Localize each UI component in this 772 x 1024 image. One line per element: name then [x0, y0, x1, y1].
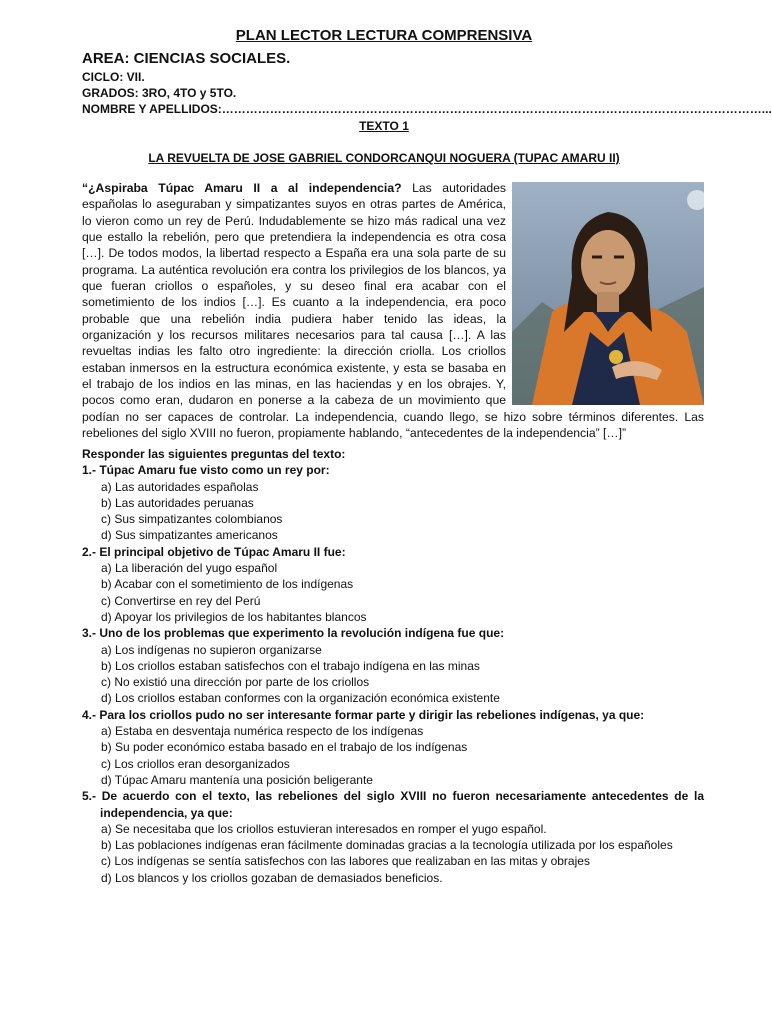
question-2-option-b: b) Acabar con el sometimiento de los indígenas — [101, 577, 354, 592]
question-2-option-c: c) Convertirse en rey del Perú — [101, 593, 261, 608]
tupac-amaru-portrait — [512, 182, 704, 405]
question-4-option-d: d) Túpac Amaru mantenía una posición beligerante — [101, 772, 373, 787]
cycle-label: CICLO: VII. — [82, 70, 145, 84]
question-4-option-a: a) Estaba en desventaja numérica respecto de los indígenas — [101, 724, 424, 739]
question-5-option-d: d) Los blancos y los criollos gozaban de demasiados beneficios. — [101, 870, 443, 885]
question-4: 4.- Para los criollos pudo no ser interesante formar parte y dirigir las rebeliones indígenas, ya que: — [82, 707, 645, 722]
question-1-option-a: a) Las autoridades españolas — [101, 479, 259, 494]
question-3-option-d: d) Los criollos estaban conformes con la organización económica existente — [101, 691, 500, 706]
question-1-option-d: d) Sus simpatizantes americanos — [101, 528, 278, 543]
reading-title: LA REVUELTA DE JOSE GABRIEL CONDORCANQUI NOGUERA (TUPAC AMARU II) — [148, 151, 620, 165]
question-5-option-c: c) Los indígenas se sentía satisfechos con las labores que realizaban en las mitas y obrajes — [101, 854, 590, 869]
question-2-option-a: a) La liberación del yugo español — [101, 561, 278, 576]
question-3-option-a: a) Los indígenas no supieron organizarse — [101, 642, 322, 657]
grades-label: GRADOS: 3RO, 4TO y 5TO. — [82, 86, 237, 100]
question-4-option-b: b) Su poder económico estaba basado en el trabajo de los indígenas — [101, 740, 468, 755]
worksheet-title: PLAN LECTOR LECTURA COMPRENSIVA — [235, 27, 533, 44]
question-5-option-b: b) Las poblaciones indígenas eran fácilmente dominadas gracias a la tecnología utilizada por los españoles — [101, 838, 673, 853]
reading-body: Las autoridades españolas lo aseguraban y simpatizantes suyos en otras partes de América, lo vieron como un rey de Perú. Indudablemente se hizo más radical una vez que estallo la rebelión, pero que pretendiera la independencia es otra cosa […]. De todos modos, la libertad respecto a España era una sola parte de su programa. La auténtica revolución era contra los privilegios de los blancos, ya que fueran criollos o españoles, y su deseo final era acabar con el sometimiento de los indios […]. Es cuanto a la independencia, era poco probable que una rebelión india pudiera haber tenido las ideas, la organización y los recursos militares necesarios para tal causa […]. A las revueltas indias les falto otro ingrediente: la dirección criolla. Los criollos estaban inmersos en la estructura económica existente, y esta se basaba en el trabajo de los indios en las minas, en las haciendas y en los obrajes. Y, pocos como eran, dudaron en ponerse a la cabeza de un movimiento que podían no ser capaces de controlar. La independencia, cuando llego, se hizo sobre términos diferentes. Las rebeliones del siglo XVIII no fueron, propiamente hablando, “antecedentes de la independencia” […]” — [82, 181, 704, 441]
question-1: 1.- Túpac Amaru fue visto como un rey por: — [82, 463, 330, 478]
question-3-option-c: c) No existió una dirección por parte de los criollos — [101, 675, 370, 690]
question-3: 3.- Uno de los problemas que experimento la revolución indígena fue que: — [82, 626, 505, 641]
question-5: 5.- De acuerdo con el texto, las rebeliones del siglo XVIII no fueron necesariamente antecedentes de la independencia, ya que: — [82, 789, 704, 820]
reading-passage — [82, 180, 704, 442]
question-3-option-b: b) Los criollos estaban satisfechos con el trabajo indígena en las minas — [101, 658, 480, 673]
question-1-option-b: b) Las autoridades peruanas — [101, 495, 254, 510]
question-2-option-d: d) Apoyar los privilegios de los habitantes blancos — [101, 609, 367, 624]
text-number-label: TEXTO 1 — [359, 119, 409, 133]
question-5-option-a: a) Se necesitaba que los criollos estuvieran interesados en romper el yugo español. — [101, 821, 547, 836]
questions-section — [82, 446, 704, 886]
question-1-option-c: c) Sus simpatizantes colombianos — [101, 512, 283, 527]
student-name-field: NOMBRE Y APELLIDOS:………………………………………………………………………………………………………………………... — [82, 102, 772, 116]
questions-prompt: Responder las siguientes preguntas del texto: — [82, 447, 346, 461]
question-4-option-c: c) Los criollos eran desorganizados — [101, 756, 290, 771]
reading-lead-question: “¿Aspiraba Túpac Amaru II a al independencia? — [82, 181, 402, 195]
question-2: 2.- El principal objetivo de Túpac Amaru II fue: — [82, 544, 346, 559]
subject-area: AREA: CIENCIAS SOCIALES. — [82, 50, 291, 67]
